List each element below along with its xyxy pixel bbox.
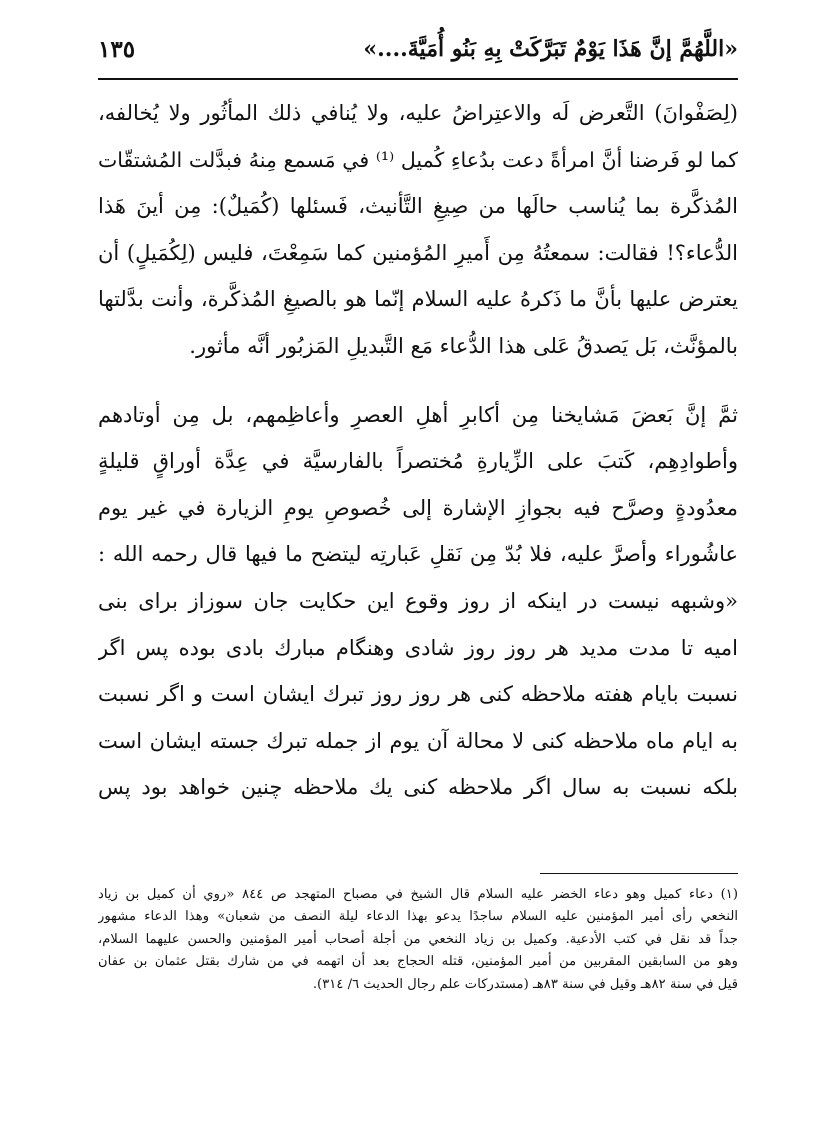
page-header [98, 36, 738, 76]
footnote-1 [98, 884, 738, 996]
text-line: يعترض عليها بأنَّ ما ذَكرهُ عليه السلام إنّما هو بالصيغِ المُذكَّرة، وأنت بدَّلتها [98, 287, 738, 312]
text-line: «وشبهه نيست در اينكه از روز وقوع اين حكايت جان سوزاز براى بنى [98, 588, 738, 613]
running-title: «اللَّهُمَّ إنَّ هَذَا يَوْمٌ تَبَرَّكَتْ بِهِ بَنُو أُمَيَّةَ....» [363, 36, 738, 62]
paragraph-2 [98, 392, 738, 811]
paragraph-gap [98, 370, 738, 392]
text-line: المُذكَّرة بما يُناسب حالَها من صِيغِ التَّأنيث، فَسئلها (كُمَيلٌ): مِن أينَ هَذا [98, 194, 738, 219]
text-line: (لِصَفْوانَ) التَّعرض لَه والاعتِراضُ عليه، ولا يُنافي ذلك المأثُور ولا يُخالفه، [98, 101, 738, 125]
footnote-divider [540, 873, 738, 874]
text-line: بالمؤنَّث، بَل يَصدقُ عَلى هذا الدُّعاء مَع التَّبديلِ المَزبُور أنَّه مأثور. [189, 333, 738, 358]
body-text [98, 90, 738, 811]
text-line: بلكه نسبت به سال اگر ملاحظه كنى يك ملاحظه چنين خواهد بود پس [98, 775, 738, 800]
text-line: اميه تا مدت مديد هر روز روز شادى وهنگام مبارك بادى بوده پس اگر [98, 635, 738, 660]
text-line: نسبت بايام هفته ملاحظه كنى هر روز روز تبرك ايشان است و اگر نسبت [98, 682, 738, 707]
text-line: ثمَّ إنَّ بَعضَ مَشايخنا مِن أكابرِ أهلِ العصرِ وأعاظِمهم، بل مِن أوتادهم [98, 402, 738, 427]
text-line: عاشُوراء وأصرَّ عليه، فلا بُدّ مِن نَقلِ عَبارتِه ليتضح ما فيها قال رحمه الله : [98, 542, 738, 567]
header-divider [98, 78, 738, 80]
paragraph-1 [98, 90, 738, 370]
page-number: ١٣٥ [98, 36, 136, 63]
text-line: معدُودةٍ وصرَّح فيه بجوازِ الإشارة إلى خُصوصِ يومِ الزيارة في غير يوم [98, 495, 738, 520]
footnote-line: النخعي رأى أمير المؤمنين عليه السلام ساجدًا يدعو بهذا الدعاء ليلة النصف من شعبان» وهذا الدعاء مشهور [98, 909, 738, 925]
text-line: الدُّعاء؟! فقالت: سمعتُهُ مِن أَميرِ المُؤمنين كما سَمِعْتَ، فليس (لِكُمَيلٍ) أن [98, 240, 738, 265]
text-line: به ايام ماه ملاحظه كنى لا محالة آن يوم از جمله تبرك جسته ايشان است [98, 728, 738, 753]
footnote-line: قيل في سنة ٨٢هـ وقيل في سنة ٨٣هـ (مستدركات علم رجال الحديث ٦/ ٣١٤). [312, 976, 738, 992]
text-line: وأطوادِهِم، كَتبَ على الزِّيارةِ مُختصراً بالفارسيَّة في عِدَّة أوراقٍ قليلةٍ [98, 449, 738, 474]
text-line: كما لو فَرضنا أنَّ امرأةً دعت بدُعاءِ كُميل ⁽¹⁾ في مَسمع مِنهُ فبدَّلت المُشتقّات [98, 147, 738, 172]
footnote-line: وهو من السابقين المقربين من أمير المؤمنين، قتله الحجاج بعد أن اتهمه في من شارك بقتل عثمان بن عفان [98, 954, 738, 970]
footnote-line: (١) دعاء كميل وهو دعاء الخضر عليه السلام قال الشيخ في مصباح المتهجد ص ٨٤٤ «روي أن كميل بن زياد [98, 887, 738, 902]
footnote-line: جداً قد نقل في كتب الأدعية. وكميل بن زياد النخعي من أجلة أصحاب أمير المؤمنين والحسن عليهما السلام، [98, 931, 738, 947]
